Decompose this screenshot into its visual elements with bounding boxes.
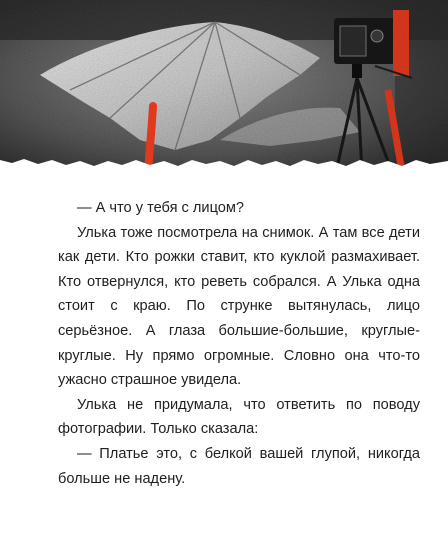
umbrella-camera-drawing bbox=[0, 0, 448, 172]
illustration bbox=[0, 0, 448, 172]
story-text bbox=[58, 196, 420, 491]
paragraph-3: Улька не придумала, что ответить по поводу фотографии. Только сказала: bbox=[58, 396, 420, 438]
paragraph-1: — А что у тебя с лицом? bbox=[77, 200, 245, 216]
paragraph-2: Улька тоже посмотрела на снимок. А там все дети как дети. Кто рожки ставит, кто куклой размахивает. Кто отвернулся, кто реветь собрался. А Улька одна стоит с краю. По струнке вытянулась, лицо серьёзное. А глаза большие-большие, круглые-круглые. Ну прямо огромные. Словно она что-то ужасно страшное увидела. bbox=[58, 224, 420, 389]
umbrella-handle bbox=[148, 106, 153, 172]
paragraph-4: — Платье это, с белкой вашей глупой, никогда больше не надену. bbox=[58, 445, 420, 487]
